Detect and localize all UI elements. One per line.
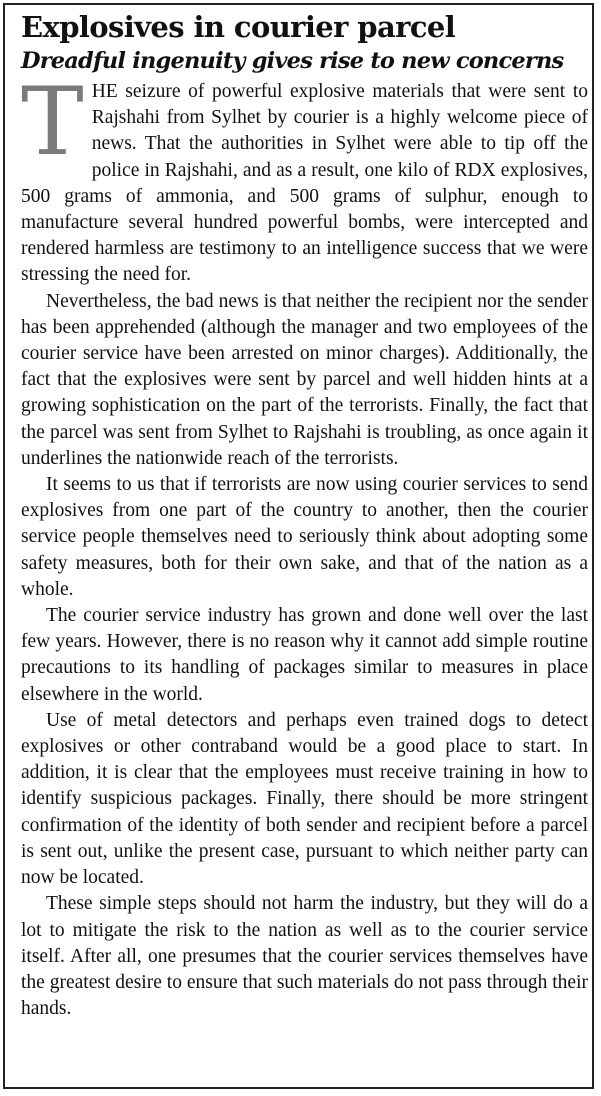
body-paragraph: It seems to us that if terrorists are now using courier services to send explosives from one part of the country to another, then the courier service people themselves need to seriously think about adopting some safety measures, both for their own sake, and that of the nation as a whole. <box>21 474 588 600</box>
article-frame <box>3 3 594 1089</box>
lead-paragraph <box>21 68 588 289</box>
drop-cap: T <box>21 68 84 177</box>
subheadline: Dreadful ingenuity gives rise to new concerns <box>21 48 564 74</box>
body-paragraph: These simple steps should not harm the industry, but they will do a lot to mitigate the risk to the nation as well as to the courier service itself. After all, one presumes that the courier services themselves have the greatest desire to ensure that such materials do not pass through their hands. <box>21 893 588 1020</box>
body-paragraph: The courier service industry has grown and done well over the last few years. However, there is no reason why it cannot add simple routine precautions to its handling of packages similar to measures in place elsewhere in the world. <box>21 605 588 705</box>
body-paragraph: Nevertheless, the bad news is that neither the recipient nor the sender has been apprehended (although the manager and two employees of the courier service have been arrested on minor charges). Additionally, the fact that the explosives were sent by parcel and well hidden hints at a growing sophistication on the part of the terrorists. Finally, the fact that the parcel was sent from Sylhet to Rajshahi is troubling, as once again it underlines the nationwide reach of the terrorists. <box>21 290 588 469</box>
body-paragraph: Use of metal detectors and perhaps even trained dogs to detect explosives or other contraband would be a good place to start. In addition, it is clear that the employees must receive training in how to identify suspicious packages. Finally, there should be more stringent confirmation of the identity of both sender and recipient before a parcel is sent out, unlike the present case, pursuant to which neither party can now be located. <box>21 709 588 889</box>
article-body <box>21 68 588 1022</box>
headline: Explosives in courier parcel <box>21 10 456 44</box>
lead-paragraph-text: HE seizure of powerful explosive materials that were sent to Rajshahi from Sylhet by courier is a highly welcome piece of news. That the authorities in Sylhet were able to tip off the police in Rajshahi, and as a result, one kilo of RDX explosives, 500 grams of ammonia, and 500 grams of sulphur, enough to manufacture several hundred powerful bombs, were intercepted and rendered harmless are testimony to an intelligence success that we were stressing the need for. <box>21 81 588 286</box>
article <box>21 7 588 1022</box>
